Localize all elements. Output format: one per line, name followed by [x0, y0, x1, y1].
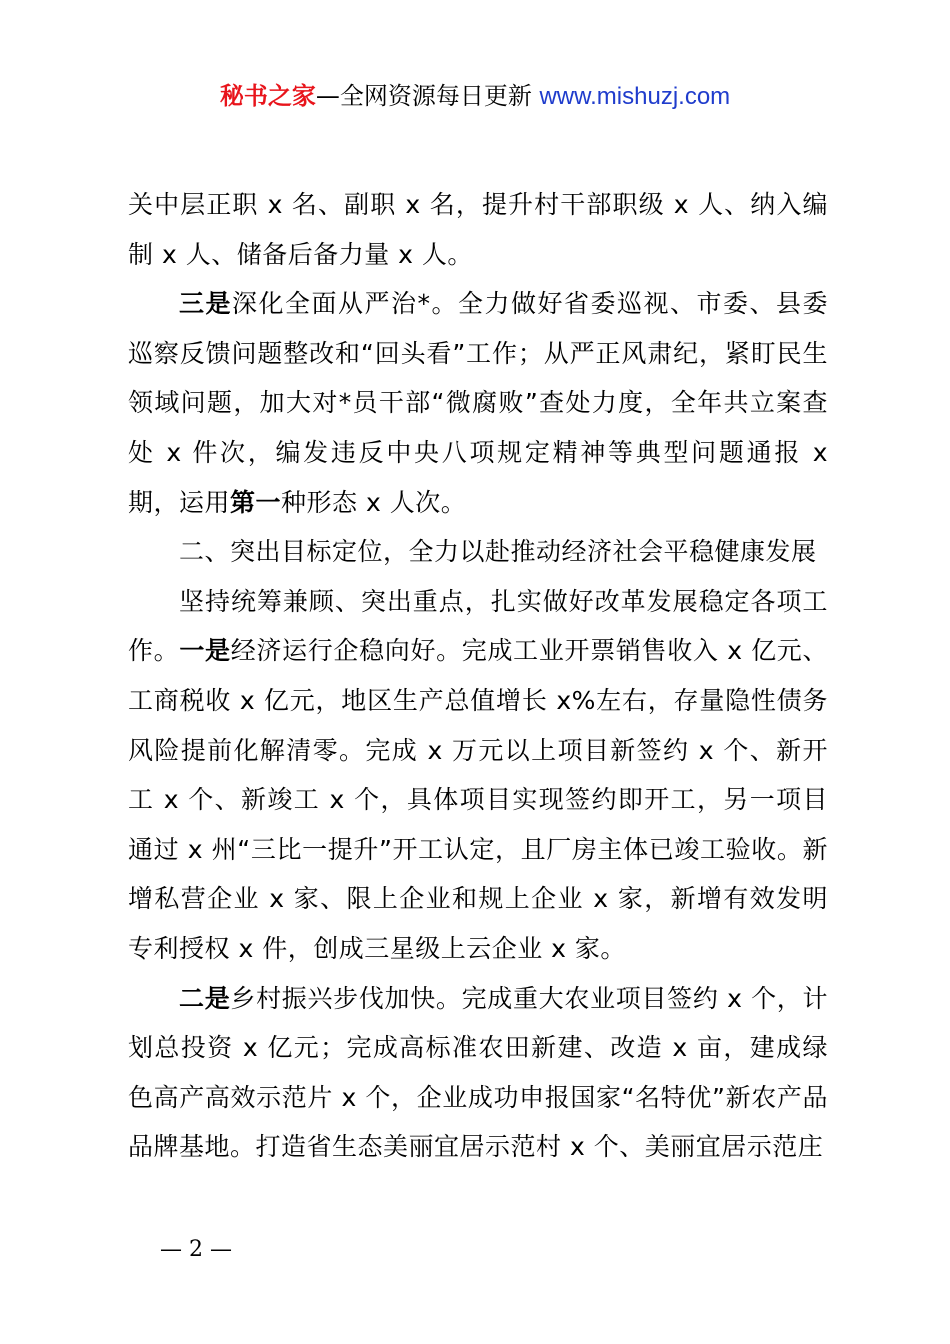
paragraph-4: 二是乡村振兴步伐加快。完成重大农业项目签约 x 个，计划总投资 x 亿元；完成高标准农田新建、改造 x 亩，建成绿色高产高效示范片 x 个，企业成功申报国家“名特优”新农产品品牌基地。打造省生态美丽宜居示范村 x 个、美丽宜居示范庄: [128, 983, 828, 1162]
paragraph-lead: 一是: [179, 636, 231, 666]
paragraph-3: 坚持统筹兼顾、突出重点，扎实做好改革发展稳定各项工作。一是经济运行企稳向好。完成工业开票销售收入 x 亿元、工商税收 x 亿元，地区生产总值增长 x%左右，存量隐性债务风险提前化解清零。完成 x 万元以上项目新签约 x 个、新开工 x 个、新竣工 x 个，具体项目实现签约即开工，另一项目通过 x 州“三比一提升”开工认定，且厂房主体已竣工验收。新增私营企业 x 家、限上企业和规上企业 x 家，新增有效发明专利授权 x 件，创成三星级上云企业 x 家。: [128, 586, 828, 963]
page-number: — 2 —: [160, 1237, 232, 1262]
site-url[interactable]: www.mishuzj.com: [539, 83, 731, 110]
paragraph-lead: 二是: [179, 983, 231, 1013]
document-body: [128, 180, 828, 1172]
section-heading: 二、突出目标定位，全力以赴推动经济社会平稳健康发展: [179, 537, 817, 567]
paragraph-lead: 三是: [179, 289, 232, 319]
site-brand: 秘书之家: [219, 82, 316, 110]
paragraph-emphasis: 第一: [230, 487, 282, 517]
paragraph-1: 关中层正职 x 名、副职 x 名，提升村干部职级 x 人、纳入编制 x 人、储备后备力量 x 人。: [128, 190, 828, 269]
site-header: [0, 80, 950, 113]
paragraph-2: 三是深化全面从严治*。全力做好省委巡视、市委、县委巡察反馈问题整改和“回头看”工作；从严正风肃纪，紧盯民生领域问题，加大对*员干部“微腐败”查处力度，全年共立案查处 x 件次，编发违反中央八项规定精神等典型问题通报 x 期，运用第一种形态 x 人次。: [128, 289, 828, 517]
site-slogan: —全网资源每日更新: [315, 82, 540, 110]
